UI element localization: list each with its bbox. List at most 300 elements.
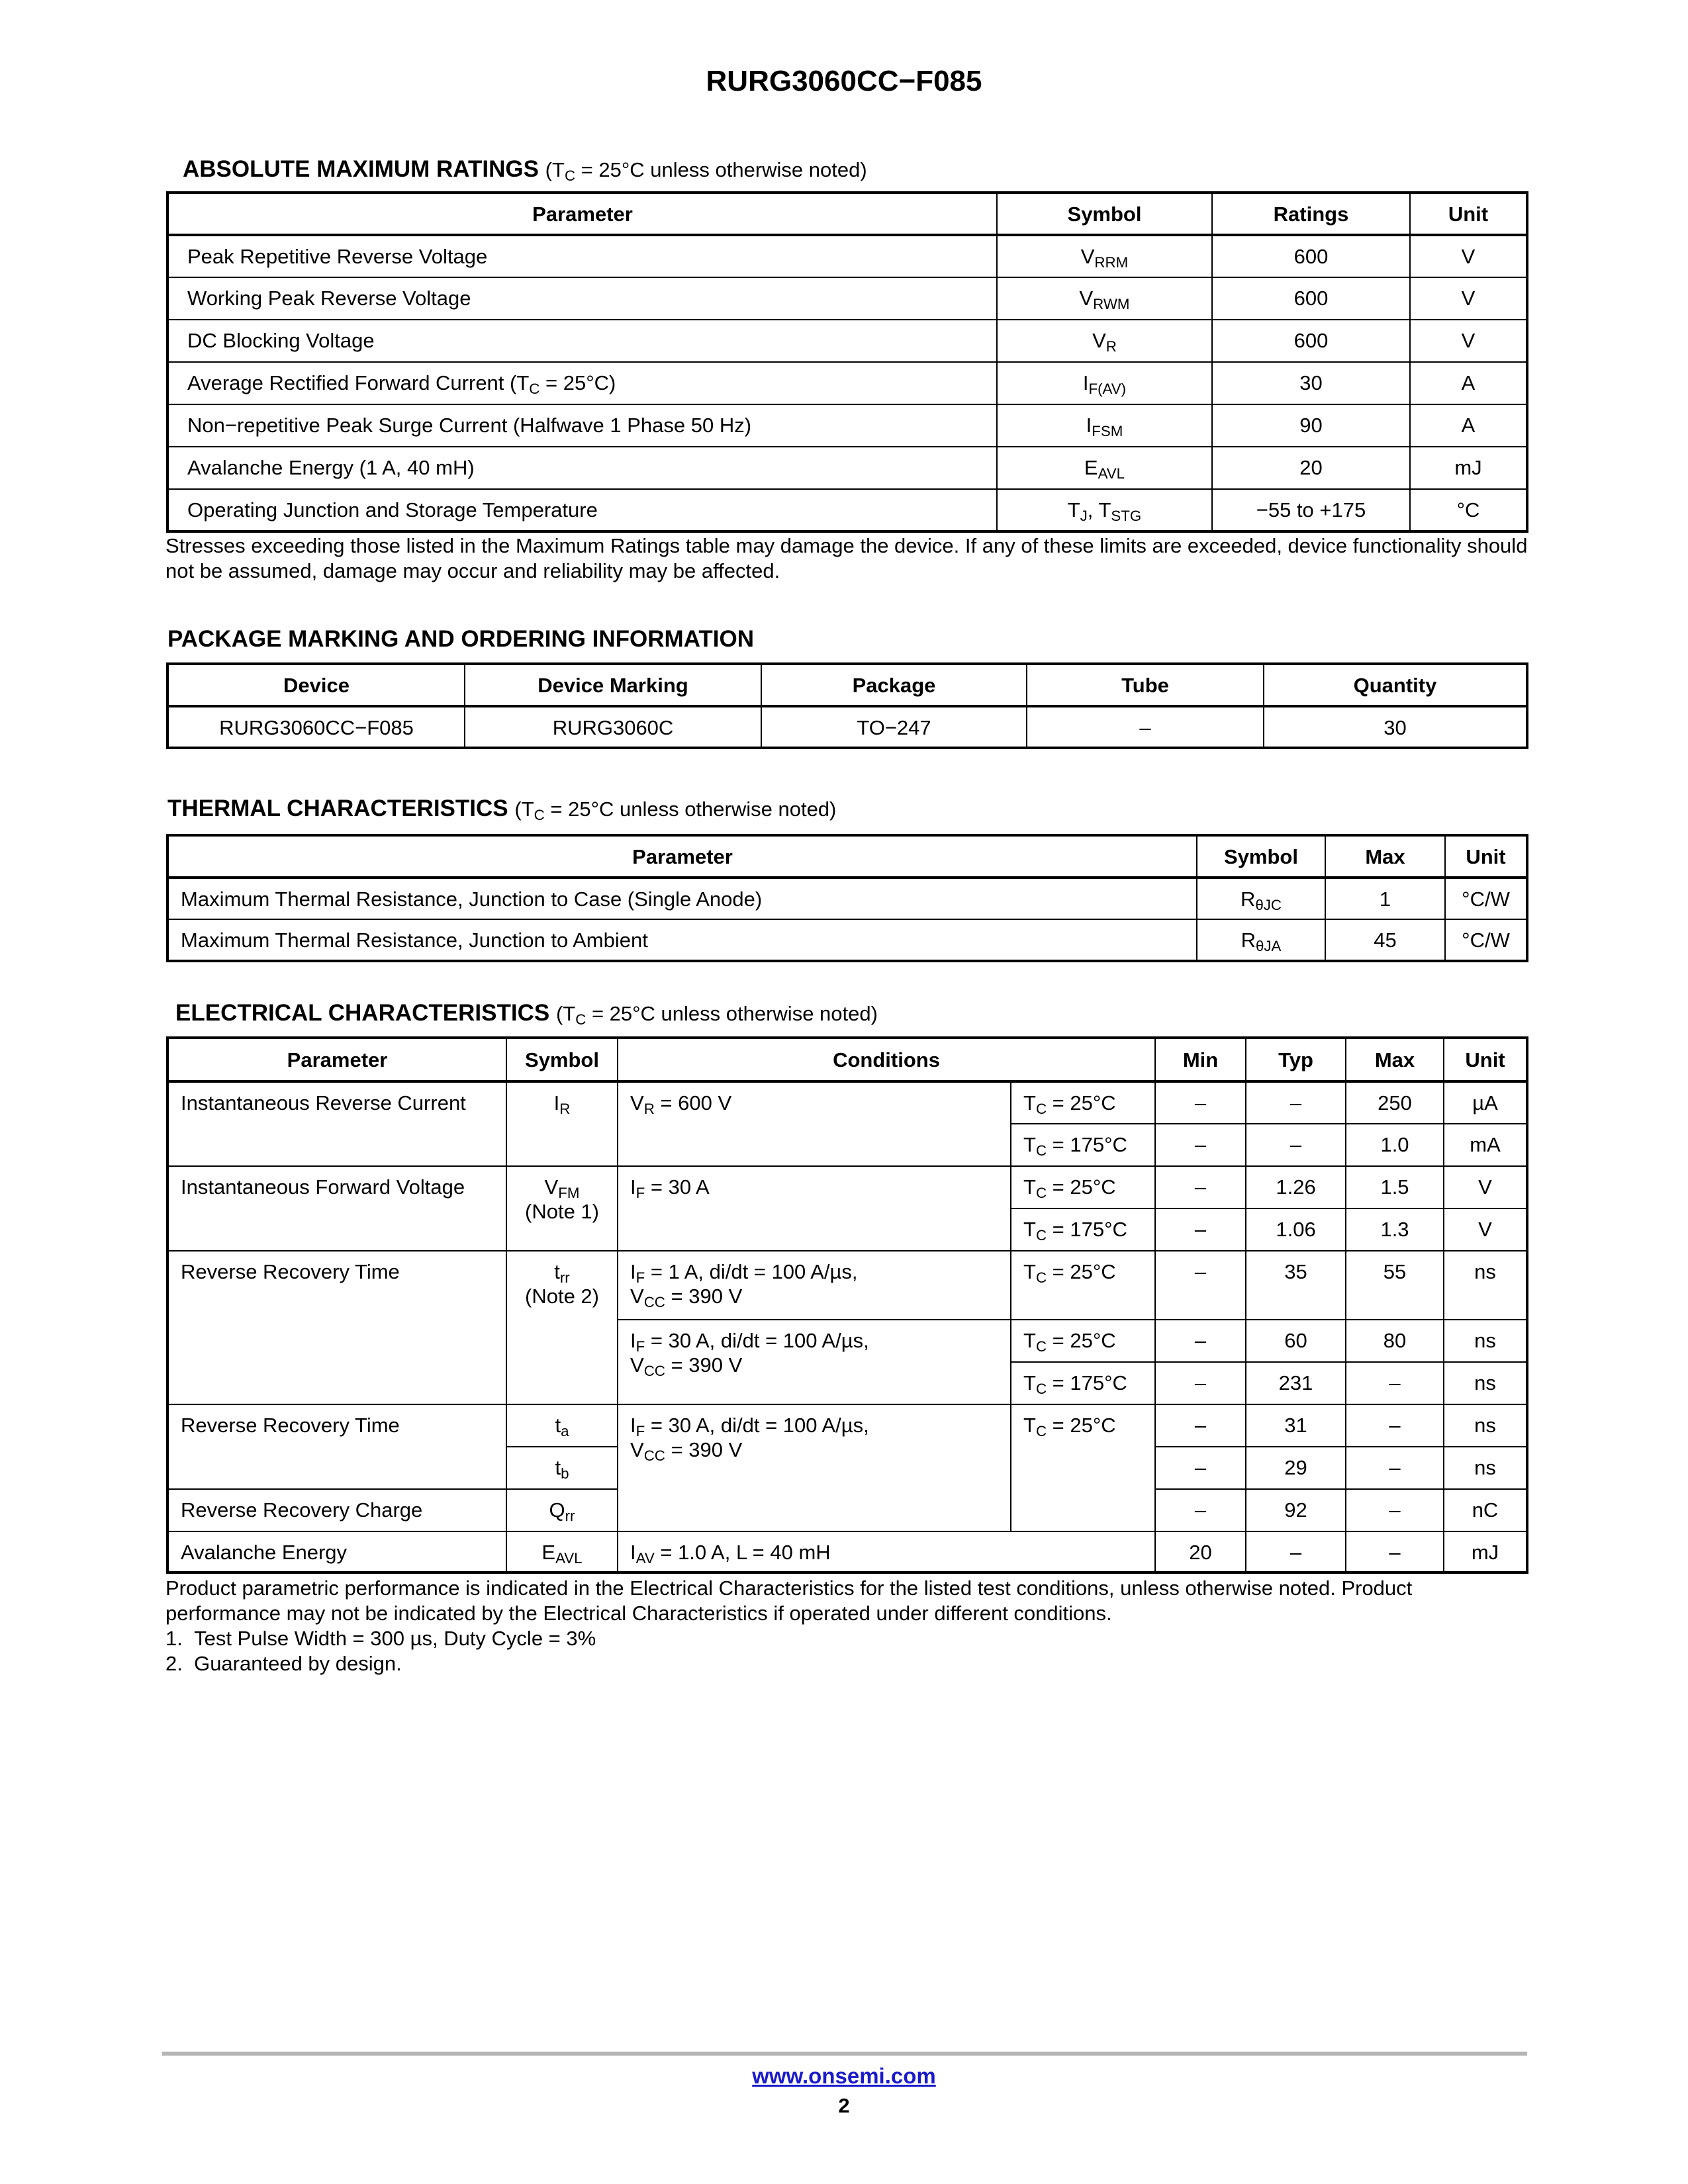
table-cell [618,1404,1011,1531]
thermal-characteristics-table [166,834,1528,962]
table-row [167,235,1527,277]
subscript: a [561,1423,569,1440]
text-segment: T [1023,1218,1036,1241]
cell-text: 1 [1379,887,1391,911]
text-segment: = 175°C [1047,1371,1127,1394]
text-segment: t [554,1260,560,1283]
table-cell [1246,1081,1346,1124]
cell-text [553,1091,571,1118]
cell-text: 600 [1293,245,1329,268]
table-cell [1011,1404,1155,1531]
text-segment: = 25°C unless otherwise noted) [575,158,867,181]
cell-text [1086,414,1123,440]
text-segment: T [1067,498,1080,522]
table-cell [465,706,761,748]
subscript: AV [635,1550,655,1567]
text-segment: = 25°C [1047,1260,1116,1283]
cell-text: Maximum Thermal Resistance, Junction to Case (Single Anode) [181,887,763,911]
cell-text: °C/W [1462,929,1510,952]
cell-text [1079,287,1130,313]
table-cell [1410,235,1527,277]
text-segment: = 30 A, di/dt = 100 A/µs, [645,1329,869,1352]
cell-text: 30 [1299,371,1323,394]
table-cell [997,235,1212,277]
column-header: Unit [1445,835,1527,878]
cell-text: ns [1474,1260,1496,1283]
text-segment: = 1.0 A, L = 40 mH [654,1541,831,1564]
table-cell [1246,1404,1346,1447]
cell-text [1023,1329,1116,1355]
table-cell [1212,362,1410,404]
table-cell [1246,1208,1346,1251]
table-cell [1246,1124,1346,1166]
subscript: CC [643,1294,665,1311]
table-cell [1212,447,1410,489]
text-segment: = 1 A, di/dt = 100 A/µs, [645,1260,858,1283]
table-cell [1155,1208,1246,1251]
subscript: CC [643,1363,665,1380]
column-header: Min [1155,1038,1246,1081]
table-cell [1444,1081,1527,1124]
cell-text: Working Peak Reverse Voltage [187,287,471,310]
text-segment: T [1023,1414,1036,1437]
table-cell [506,1447,618,1489]
cell-text: – [1389,1371,1401,1394]
footnote-1: 1. Test Pulse Width = 300 µs, Duty Cycle = 3% [165,1627,596,1650]
table-row [167,277,1527,320]
table-cell [1197,878,1325,919]
text-segment: (T [545,158,565,181]
cell-text: Peak Repetitive Reverse Voltage [187,245,488,268]
table-cell [1246,1489,1346,1531]
subscript: C [564,167,576,185]
cell-text: 35 [1284,1260,1307,1283]
table-cell [1325,919,1445,961]
table-cell [1197,919,1325,961]
cell-text [630,1541,831,1567]
cell-text [555,1414,569,1440]
cell-text: – [1289,1541,1302,1564]
subscript: FSM [1092,423,1123,440]
text-segment: = 175°C [1047,1133,1127,1156]
column-header: Device [167,664,465,706]
package-heading: PACKAGE MARKING AND ORDERING INFORMATION [167,626,754,652]
table-cell [1444,1404,1527,1447]
subscript: C [1035,1269,1047,1287]
cell-text [1023,1218,1127,1244]
cell-text: µA [1472,1091,1498,1115]
subscript: R [1105,338,1117,355]
table-cell [1410,404,1527,447]
text-segment: (Note 2) [525,1285,599,1308]
subscript: rr [559,1269,570,1287]
header-row [167,835,1527,878]
cell-text: °C/W [1462,887,1510,911]
table-cell [167,878,1197,919]
text-segment: (T [514,797,534,821]
text-segment: V [630,1091,644,1115]
table-cell [1444,1124,1527,1166]
table-cell [1410,277,1527,320]
table-cell [761,706,1027,748]
cell-text: 600 [1293,287,1329,310]
table-cell [1346,1447,1444,1489]
header-row [167,1038,1527,1081]
column-header: Symbol [1197,835,1325,878]
table-cell [506,1166,618,1251]
table-cell [506,1081,618,1166]
cell-text: mJ [1454,456,1482,479]
cell-text [1241,929,1282,955]
table-cell [1246,1166,1346,1208]
absolute-maximum-ratings-table [166,191,1528,533]
page-number: 2 [838,2094,850,2117]
subscript: RRM [1094,254,1129,271]
subscript: AVL [555,1550,583,1567]
electrical-characteristics-table [166,1036,1528,1574]
cell-text: ns [1474,1329,1496,1352]
table-row [167,362,1527,404]
table-cell [1246,1320,1346,1362]
table-cell [1212,235,1410,277]
table-cell [1011,1320,1155,1362]
cell-text: A [1461,371,1476,394]
table-cell [506,1489,618,1531]
text-segment: V [630,1285,644,1308]
subscript: R [559,1101,571,1118]
cell-text: °C [1456,498,1480,522]
cell-text: RURG3060CC−F085 [219,716,414,739]
performance-note: Product parametric performance is indicated in the Electrical Characteristics for the listed test conditions, unless otherwise noted. Product performance may not be indicated by the Electrical Characteristics if operated under different conditions. [165,1576,1413,1625]
text-segment: t [555,1456,561,1479]
cell-text [630,1175,710,1202]
cell-text: −55 to +175 [1256,498,1366,522]
cell-text: 92 [1284,1498,1307,1522]
table-cell [618,1320,1011,1404]
table-cell [618,1251,1011,1320]
table-cell [1011,1362,1155,1404]
column-header: Conditions [618,1038,1155,1081]
cell-text: 20 [1189,1541,1212,1564]
cell-text [1023,1371,1127,1398]
cell-text: – [1289,1133,1302,1156]
electrical-heading: ELECTRICAL CHARACTERISTICS [175,1000,550,1026]
table-row [167,919,1527,961]
electrical-condition [555,1002,878,1028]
table-cell [1346,1124,1444,1166]
cell-text: – [1194,1218,1207,1241]
cell-text: – [1194,1329,1207,1352]
table-cell [1155,1124,1246,1166]
subscript: C [1035,1338,1047,1355]
cell-text [1023,1133,1127,1160]
cell-text: Maximum Thermal Resistance, Junction to Ambient [181,929,648,952]
table-cell [1346,1404,1444,1447]
subscript: C [529,381,540,398]
cell-text: 30 [1383,716,1407,739]
cell-text: – [1194,1456,1207,1479]
table-cell [997,320,1212,362]
footnote-2: 2. Guaranteed by design. [165,1652,402,1675]
cell-text: ns [1474,1371,1496,1394]
text-segment: = 25°C [1047,1091,1116,1115]
text-segment: t [555,1414,561,1437]
subscript: R [643,1101,655,1118]
table-row [167,1081,1527,1124]
table-row [167,1166,1527,1208]
table-cell [1444,1362,1527,1404]
text-segment: = 600 V [654,1091,732,1115]
abs-max-title [183,156,867,183]
text-segment: = 390 V [665,1353,743,1377]
cell-text [1023,1260,1116,1287]
text-segment: V [544,1175,559,1199]
electrical-notes [165,1576,1529,1676]
subscript: RWM [1093,296,1130,313]
cell-text: A [1461,414,1476,437]
subscript: F [635,1423,645,1440]
text-segment: Average Rectified Forward Current (T [187,371,530,394]
text-segment: I [630,1329,636,1352]
table-cell [167,1251,506,1404]
text-segment: E [1084,456,1098,479]
cell-text [1080,245,1129,271]
table-cell [1155,1531,1246,1572]
cell-text: Operating Junction and Storage Temperature [187,498,598,522]
table-cell [1246,1362,1346,1404]
text-segment: T [1023,1260,1036,1283]
subscript: rr [565,1508,575,1525]
table-cell [167,706,465,748]
cell-text: – [1194,1371,1207,1394]
table-cell [167,489,997,531]
table-cell [167,1081,506,1166]
cell-text [1084,456,1125,482]
header-row [167,193,1527,235]
table-cell [1155,1166,1246,1208]
column-header: Unit [1410,193,1527,235]
subscript: STG [1111,508,1142,525]
text-segment: Q [549,1498,565,1522]
text-segment: I [1082,371,1089,394]
cell-text: – [1289,1091,1302,1115]
abs-max-condition [545,158,867,185]
column-header: Unit [1444,1038,1527,1081]
cell-text [525,1175,599,1223]
table-cell [618,1081,1011,1166]
text-segment: V [1080,245,1095,268]
cell-text: 1.3 [1380,1218,1409,1241]
text-segment: = 25°C) [539,371,616,394]
text-segment: = 390 V [665,1285,743,1308]
cell-text: DC Blocking Voltage [187,329,375,352]
text-segment: = 175°C [1047,1218,1127,1241]
thermal-title [167,796,836,822]
electrical-title [175,1000,878,1026]
table-cell [1011,1081,1155,1124]
table-cell [1011,1166,1155,1208]
cell-text: – [1194,1260,1207,1283]
cell-text: – [1194,1498,1207,1522]
table-cell [1445,919,1527,961]
table-cell [1325,878,1445,919]
text-segment: I [1086,414,1092,437]
table-cell [1011,1251,1155,1320]
table-row [167,1251,1527,1320]
table-cell [1444,1531,1527,1572]
document-title: RURG3060CC−F085 [706,65,982,97]
table-cell [167,320,997,362]
footer-divider [162,2052,1527,2056]
subscript: J [1080,508,1088,525]
cell-text: 60 [1284,1329,1307,1352]
table-cell [1410,489,1527,531]
table-cell [167,277,997,320]
cell-text: nC [1472,1498,1499,1522]
text-segment: = 25°C unless otherwise noted) [544,797,837,821]
table-cell [167,1531,506,1572]
table-cell [167,1489,506,1531]
cell-text [187,371,616,398]
text-segment: T [1023,1175,1036,1199]
table-cell [1444,1489,1527,1531]
cell-text [1092,329,1117,355]
text-segment: = 30 A [645,1175,710,1199]
table-cell [167,447,997,489]
cell-text: Reverse Recovery Time [181,1260,400,1283]
subscript: C [1035,1101,1047,1118]
cell-text: 600 [1293,329,1329,352]
cell-text: 231 [1278,1371,1313,1394]
text-segment: V [630,1438,644,1461]
cell-text: 250 [1378,1091,1412,1115]
subscript: FM [558,1185,580,1202]
table-cell [167,404,997,447]
table-cell [997,277,1212,320]
cell-text: mA [1470,1133,1501,1156]
column-header: Quantity [1264,664,1527,706]
table-cell [1155,1362,1246,1404]
table-cell [1155,1447,1246,1489]
table-cell [1346,1251,1444,1320]
cell-text: – [1194,1175,1207,1199]
text-segment: T [1023,1329,1036,1352]
text-segment: V [630,1353,644,1377]
column-header: Parameter [167,835,1197,878]
cell-text: V [1461,287,1476,310]
column-header: Parameter [167,193,997,235]
column-header: Device Marking [465,664,761,706]
cell-text: ns [1474,1456,1496,1479]
table-cell [1346,1489,1444,1531]
table-cell [1212,277,1410,320]
table-cell [1246,1531,1346,1572]
cell-text: – [1139,716,1151,739]
text-segment: T [1023,1091,1036,1115]
cell-text [1023,1091,1116,1118]
cell-text [1023,1175,1116,1202]
table-cell [167,1166,506,1251]
column-header: Max [1325,835,1445,878]
text-segment: = 390 V [665,1438,743,1461]
table-cell [1155,1320,1246,1362]
table-cell [1346,1531,1444,1572]
website-link[interactable]: www.onsemi.com [752,2064,936,2088]
cell-text: 1.5 [1380,1175,1409,1199]
cell-text: Reverse Recovery Time [181,1414,400,1437]
text-segment: = 25°C [1047,1175,1116,1199]
text-segment: E [541,1541,556,1564]
package-title [167,626,754,653]
column-header: Max [1346,1038,1444,1081]
table-cell [1155,1404,1246,1447]
table-row [167,489,1527,531]
table-cell [1011,1208,1155,1251]
cell-text: – [1389,1498,1401,1522]
cell-text: V [1461,245,1476,268]
text-segment: = 25°C [1047,1329,1116,1352]
cell-text: ns [1474,1414,1496,1437]
cell-text: 55 [1383,1260,1407,1283]
table-cell [1346,1166,1444,1208]
cell-text: Instantaneous Forward Voltage [181,1175,465,1199]
cell-text [541,1541,583,1567]
text-segment: I [630,1260,636,1283]
table-cell [1444,1208,1527,1251]
table-cell [1264,706,1527,748]
subscript: θJA [1255,938,1282,955]
table-cell [1444,1447,1527,1489]
cell-text: Reverse Recovery Charge [181,1498,423,1522]
table-cell [1410,320,1527,362]
column-header: Symbol [506,1038,618,1081]
subscript: C [575,1011,586,1028]
cell-text: 1.26 [1276,1175,1316,1199]
cell-text: 80 [1383,1329,1407,1352]
table-row [167,1531,1527,1572]
cell-text: – [1389,1456,1401,1479]
table-row [167,404,1527,447]
text-segment: I [630,1414,636,1437]
cell-text [549,1498,575,1525]
table-cell [506,1531,618,1572]
cell-text: 20 [1299,456,1323,479]
text-segment: T [1023,1371,1036,1394]
thermal-condition [514,797,837,824]
text-segment: I [553,1091,560,1115]
column-header: Symbol [997,193,1212,235]
table-cell [1346,1362,1444,1404]
text-segment: R [1241,929,1256,952]
table-cell [1346,1081,1444,1124]
table-cell [1212,320,1410,362]
table-cell [1155,1251,1246,1320]
table-cell [1212,489,1410,531]
text-segment: I [630,1175,636,1199]
cell-text: Non−repetitive Peak Surge Current (Halfwave 1 Phase 50 Hz) [187,414,752,437]
cell-text: V [1478,1218,1492,1241]
text-segment: = 25°C unless otherwise noted) [586,1002,878,1025]
subscript: θJC [1255,897,1282,914]
text-segment: = 30 A, di/dt = 100 A/µs, [645,1414,869,1437]
cell-text [630,1329,869,1380]
cell-text: – [1389,1541,1401,1564]
subscript: C [1035,1142,1047,1160]
cell-text: 29 [1284,1456,1307,1479]
text-segment: = 25°C [1047,1414,1116,1437]
cell-text: – [1194,1133,1207,1156]
header-row [167,664,1527,706]
